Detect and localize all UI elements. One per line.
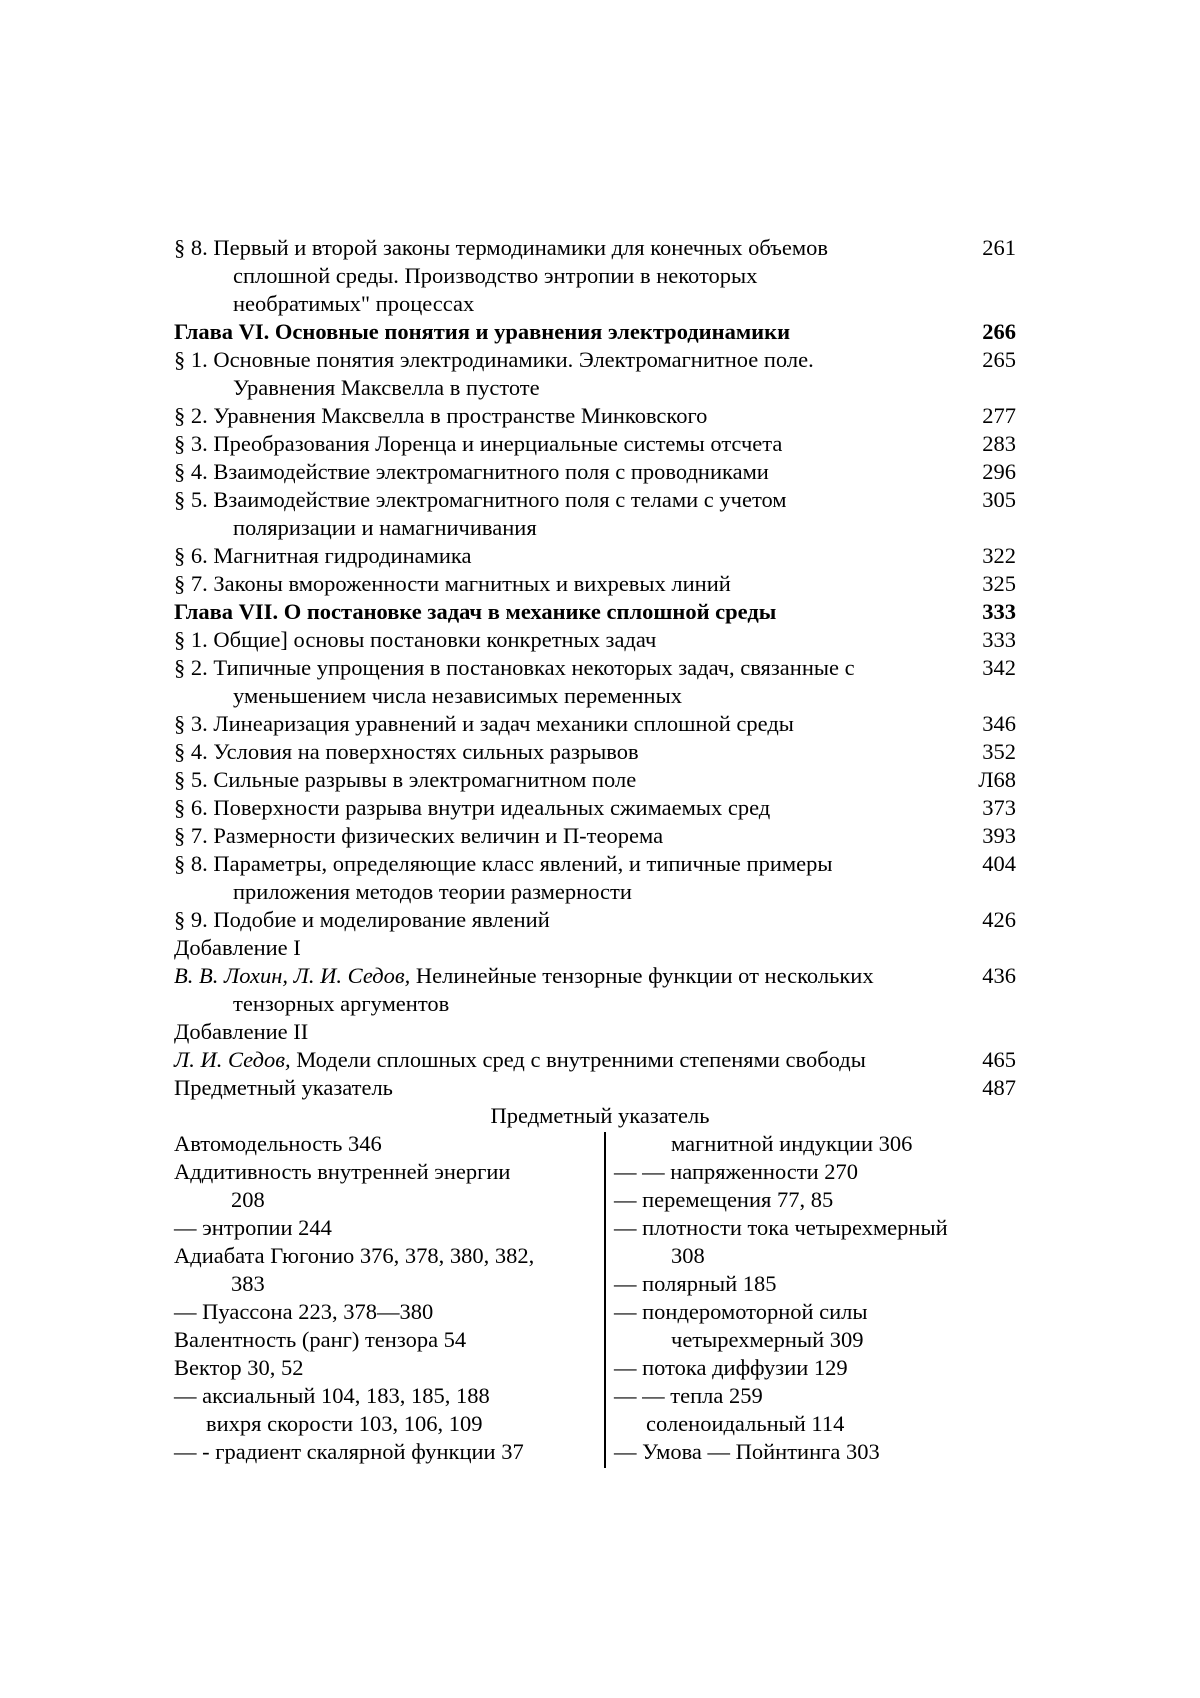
appendix-1-title: Добавление I: [174, 935, 301, 960]
toc-entry-title: [174, 542, 976, 570]
toc-section-entry: [174, 626, 1016, 654]
toc-section-entry: [174, 234, 1016, 318]
index-entry: — — тепла 259: [614, 1383, 763, 1408]
index-entry: Аддитивность внутренней энергии: [174, 1159, 511, 1184]
toc-entry-page: Л68: [978, 767, 1016, 792]
index-entry: 308: [671, 1243, 705, 1268]
toc-entry-page: 296: [982, 459, 1016, 484]
index-entry: — аксиальный 104, 183, 185, 188: [174, 1383, 490, 1408]
table-of-contents: [174, 234, 1016, 934]
toc-entry-title-line: § 3. Преобразования Лоренца и инерциальные системы отсчета: [174, 431, 783, 456]
toc-entry-title-line: § 1. Общие] основы постановки конкретных задач: [174, 627, 657, 652]
toc-entry-appendix-1-title: [174, 934, 1016, 962]
index-entry: 208: [231, 1187, 265, 1212]
toc-entry-title: [174, 738, 976, 766]
toc-section-entry: [174, 766, 1016, 794]
toc-section-entry: [174, 710, 1016, 738]
appendix-2-text: [174, 1046, 976, 1074]
index-right-column: [594, 1130, 1014, 1466]
index-left-column: [174, 1130, 594, 1466]
toc-entry-title-line: § 5. Взаимодействие электромагнитного поля с телами с учетом: [174, 487, 787, 512]
toc-entry-page: 265: [982, 347, 1016, 372]
toc-section-entry: [174, 458, 1016, 486]
column-divider: [604, 1132, 606, 1468]
toc-entry-title-line: поляризации и намагничивания: [233, 515, 537, 540]
toc-entry-title-line: Глава VII. О постановке задач в механике сплошной среды: [174, 599, 777, 624]
toc-section-entry: [174, 346, 1016, 402]
appendix-1-page: 436: [982, 963, 1016, 988]
toc-entry-page: 373: [982, 795, 1016, 820]
toc-entry-title: [174, 318, 976, 346]
toc-entry-page: 333: [982, 599, 1016, 624]
toc-entry-appendix-2: [174, 1046, 1016, 1074]
toc-entry-title-line: § 6. Магнитная гидродинамика: [174, 543, 472, 568]
toc-entry-page: 346: [982, 711, 1016, 736]
toc-entry-page: 325: [982, 571, 1016, 596]
toc-entry-page: 277: [982, 403, 1016, 428]
index-entry: — Умова — Пойнтинга 303: [614, 1439, 880, 1464]
index-entry: — - градиент скалярной функции 37: [174, 1439, 524, 1464]
toc-entry-page: 393: [982, 823, 1016, 848]
appendix-2-author: Л. И. Седов,: [174, 1047, 291, 1072]
toc-entry-page: 342: [982, 655, 1016, 680]
index-entry: вихря скорости 103, 106, 109: [206, 1411, 483, 1436]
toc-entry-title: [174, 570, 976, 598]
toc-entry-title-line: § 4. Взаимодействие электромагнитного поля с проводниками: [174, 459, 769, 484]
toc-entry-title: [174, 626, 976, 654]
toc-entry-page: 404: [982, 851, 1016, 876]
toc-section-entry: [174, 906, 1016, 934]
index-entry: 383: [231, 1271, 265, 1296]
toc-section-entry: [174, 486, 1016, 542]
toc-entry-title-line: необратимых" процессах: [233, 291, 475, 316]
document-page: [174, 234, 1016, 1466]
toc-entry-title-line: § 4. Условия на поверхностях сильных разрывов: [174, 739, 639, 764]
index-entry: соленоидальный 114: [646, 1411, 845, 1436]
toc-entry-title: [174, 794, 976, 822]
index-entry: четырехмерный 309: [671, 1327, 864, 1352]
toc-entry-title-line: Глава VI. Основные понятия и уравнения электродинамики: [174, 319, 791, 344]
toc-entry-page: 261: [982, 235, 1016, 260]
toc-entry-title-line: § 9. Подобие и моделирование явлений: [174, 907, 550, 932]
toc-section-entry: [174, 542, 1016, 570]
toc-entry-title: [174, 486, 976, 542]
subject-index-label: Предметный указатель: [174, 1075, 393, 1100]
appendix-2-page: 465: [982, 1047, 1016, 1072]
toc-entry-title: [174, 430, 976, 458]
toc-section-entry: [174, 850, 1016, 906]
appendix-1-text: [174, 962, 976, 1018]
toc-entry-title: [174, 822, 976, 850]
toc-entry-title-line: § 8. Первый и второй законы термодинамики для конечных объемов: [174, 235, 828, 260]
appendix-2-title-text: Модели сплошных сред с внутренними степенями свободы: [290, 1047, 866, 1072]
toc-section-entry: [174, 570, 1016, 598]
toc-entry-title-line: уменьшением числа независимых переменных: [233, 683, 682, 708]
toc-section-entry: [174, 738, 1016, 766]
toc-entry-title-line: § 2. Типичные упрощения в постановках некоторых задач, связанные с: [174, 655, 855, 680]
toc-entry-title-line: § 3. Линеаризация уравнений и задач механики сплошной среды: [174, 711, 794, 736]
toc-entry-title-line: сплошной среды. Производство энтропии в некоторых: [233, 263, 758, 288]
toc-entry-title-line: § 7. Законы вмороженности магнитных и вихревых линий: [174, 571, 731, 596]
index-entry: — перемещения 77, 85: [614, 1187, 834, 1212]
index-entry: — полярный 185: [614, 1271, 777, 1296]
toc-entry-title-line: § 7. Размерности физических величин и П-теорема: [174, 823, 664, 848]
toc-chapter-entry: [174, 598, 1016, 626]
index-entry: Вектор 30, 52: [174, 1355, 304, 1380]
toc-entry-title: [174, 458, 976, 486]
index-entry: — потока диффузии 129: [614, 1355, 848, 1380]
toc-section-entry: [174, 654, 1016, 710]
toc-entry-page: 322: [982, 543, 1016, 568]
toc-entry-page: 426: [982, 907, 1016, 932]
toc-chapter-entry: [174, 318, 1016, 346]
toc-entry-page: 283: [982, 431, 1016, 456]
toc-entry-page: 333: [982, 627, 1016, 652]
index-heading: Предметный указатель: [490, 1103, 710, 1128]
appendix-1-title-line2: тензорных аргументов: [233, 991, 450, 1016]
toc-section-entry: [174, 430, 1016, 458]
toc-entry-page: 352: [982, 739, 1016, 764]
toc-entry-page: 305: [982, 487, 1016, 512]
toc-section-entry: [174, 794, 1016, 822]
appendix-1-title-line1: Нелинейные тензорные функции от нескольких: [410, 963, 874, 988]
subject-index-page: 487: [982, 1075, 1016, 1100]
toc-entry-title: [174, 598, 976, 626]
toc-entry-title: [174, 654, 976, 710]
toc-entry-title: [174, 234, 976, 318]
toc-entry-title-line: § 8. Параметры, определяющие класс явлений, и типичные примеры: [174, 851, 833, 876]
toc-entry-title: [174, 402, 976, 430]
toc-section-entry: [174, 822, 1016, 850]
appendix-1-author: В. В. Лохин, Л. И. Седов,: [174, 963, 411, 988]
toc-entry-title-line: § 1. Основные понятия электродинамики. Электромагнитное поле.: [174, 347, 814, 372]
appendix-2-title: Добавление II: [174, 1019, 309, 1044]
index-entry: магнитной индукции 306: [671, 1131, 913, 1156]
toc-entry-title-line: § 6. Поверхности разрыва внутри идеальных сжимаемых сред: [174, 795, 771, 820]
toc-section-entry: [174, 402, 1016, 430]
toc-entry-appendix-2-title: [174, 1018, 1016, 1046]
index-entry: — пондеромоторной силы: [614, 1299, 868, 1324]
index-entry: Адиабата Гюгонио 376, 378, 380, 382,: [174, 1243, 535, 1268]
index-entry: — энтропии 244: [174, 1215, 332, 1240]
toc-entry-appendix-1: [174, 962, 1016, 1018]
index-entry: — Пуассона 223, 378—380: [174, 1299, 434, 1324]
index-entry: Автомодельность 346: [174, 1131, 382, 1156]
index-columns: [174, 1130, 1016, 1466]
index-entry: — — напряженности 270: [614, 1159, 858, 1184]
toc-entry-title: [174, 346, 976, 402]
toc-entry-title: [174, 710, 976, 738]
toc-entry-page: 266: [982, 319, 1016, 344]
toc-entry-title: [174, 906, 976, 934]
toc-entry-title: [174, 850, 976, 906]
toc-entry-title: [174, 766, 976, 794]
index-entry: Валентность (ранг) тензора 54: [174, 1327, 467, 1352]
toc-entry-subject-index: [174, 1074, 1016, 1102]
toc-entry-title-line: § 2. Уравнения Максвелла в пространстве Минковского: [174, 403, 708, 428]
toc-entry-title-line: Уравнения Максвелла в пустоте: [233, 375, 540, 400]
index-entry: — плотности тока четырехмерный: [614, 1215, 948, 1240]
toc-entry-title-line: § 5. Сильные разрывы в электромагнитном поле: [174, 767, 637, 792]
toc-entry-title-line: приложения методов теории размерности: [233, 879, 632, 904]
